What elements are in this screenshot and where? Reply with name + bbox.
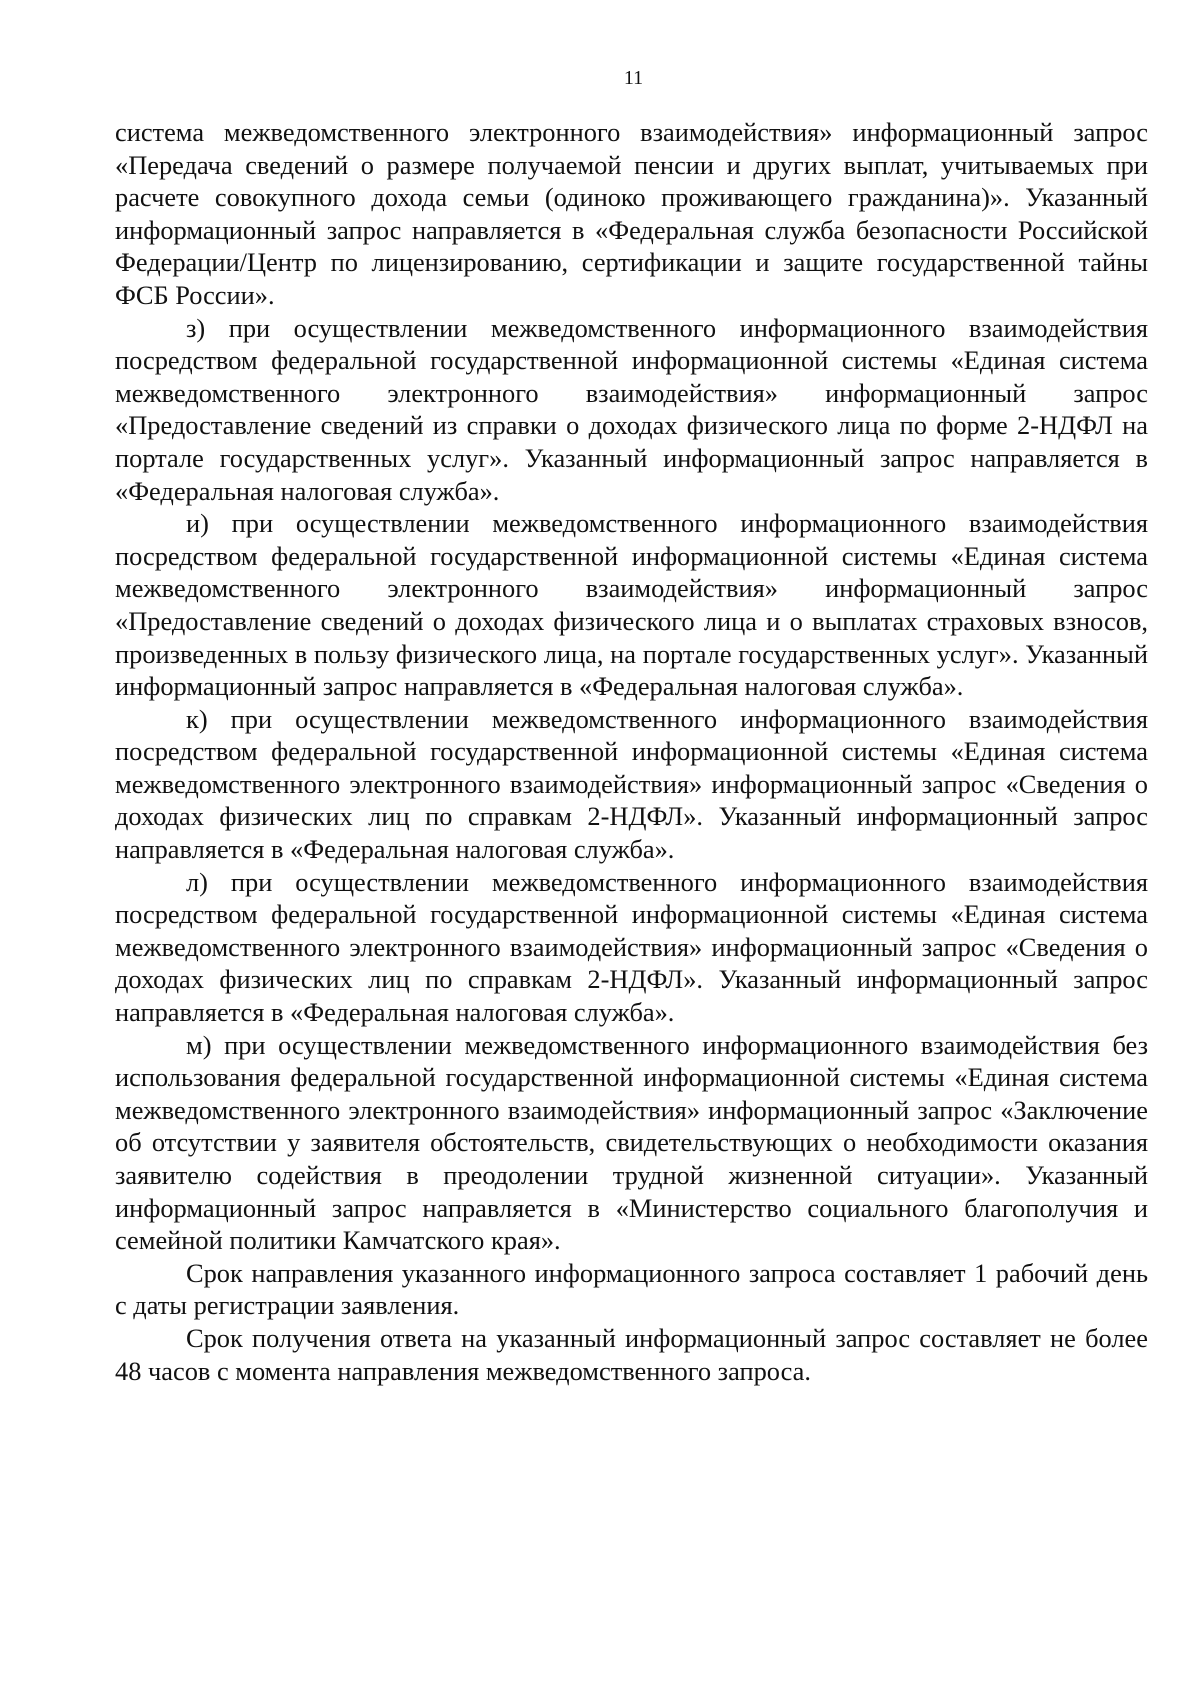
paragraph-item-i: и) при осуществлении межведомственного информационного взаимодействия посредством федеральной государственной информационной системы «Единая система межведомственного электронного взаимодействия» информационный запрос «Предоставление сведений о доходах физического лица и о выплатах страховых взносов, произведенных в пользу физического лица, на портале государственных услуг». Указанный информационный запрос направляется в «Федеральная налоговая служба».: [115, 508, 1148, 702]
paragraph-request-deadline: Срок направления указанного информационного запроса составляет 1 рабочий день с даты регистрации заявления.: [115, 1257, 1148, 1321]
paragraph-response-deadline: Срок получения ответа на указанный информационный запрос составляет не более 48 часов с момента направления межведомственного запроса.: [115, 1322, 1148, 1386]
paragraph-item-l: л) при осуществлении межведомственного информационного взаимодействия посредством федеральной государственной информационной системы «Единая система межведомственного электронного взаимодействия» информационный запрос «Сведения о доходах физических лиц по справкам 2-НДФЛ». Указанный информационный запрос направляется в «Федеральная налоговая служба».: [115, 866, 1148, 1028]
page-number: 11: [623, 67, 644, 89]
paragraph-item-m: м) при осуществлении межведомственного информационного взаимодействия без использования федеральной государственной информационной системы «Единая система межведомственного электронного взаимодействия» информационный запрос «Заключение об отсутствии у заявителя обстоятельств, свидетельствующих о необходимости оказания заявителю содействия в преодолении трудной жизненной ситуации». Указанный информационный запрос направляется в «Министерство социального благополучия и семейной политики Камчатского края».: [115, 1029, 1148, 1256]
document-body: [115, 116, 1148, 1387]
paragraph-item-z: з) при осуществлении межведомственного информационного взаимодействия посредством федеральной государственной информационной системы «Единая система межведомственного электронного взаимодействия» информационный запрос «Предоставление сведений из справки о доходах физического лица по форме 2-НДФЛ на портале государственных услуг». Указанный информационный запрос направляется в «Федеральная налоговая служба».: [115, 312, 1148, 506]
paragraph-item-k: к) при осуществлении межведомственного информационного взаимодействия посредством федеральной государственной информационной системы «Единая система межведомственного электронного взаимодействия» информационный запрос «Сведения о доходах физических лиц по справкам 2-НДФЛ». Указанный информационный запрос направляется в «Федеральная налоговая служба».: [115, 703, 1148, 865]
paragraph-continuation-fsb: система межведомственного электронного взаимодействия» информационный запрос «Передача сведений о размере получаемой пенсии и других выплат, учитываемых при расчете совокупного дохода семьи (одиноко проживающего гражданина)». Указанный информационный запрос направляется в «Федеральная служба безопасности Российской Федерации/Центр по лицензированию, сертификации и защите государственной тайны ФСБ России».: [115, 117, 1148, 310]
